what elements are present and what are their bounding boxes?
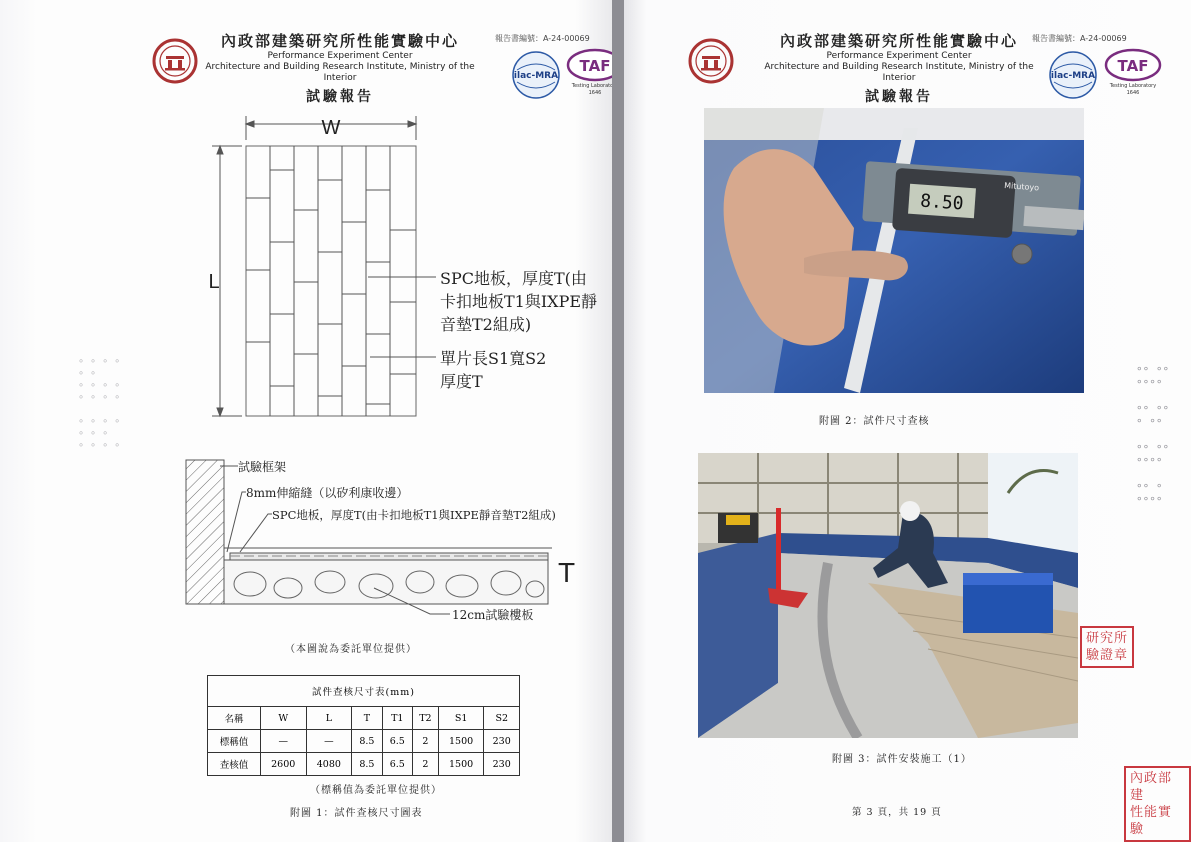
test-slab <box>224 560 548 604</box>
header-cell: S1 <box>438 707 484 730</box>
table-cell: 1500 <box>438 753 484 776</box>
hard-hat <box>900 501 920 521</box>
taf-sub1: Testing Laboratory <box>1109 83 1157 89</box>
note2-line2: 厚度T <box>440 372 483 391</box>
right-page <box>624 0 1191 842</box>
taf-sub2: 1646 <box>588 90 602 96</box>
table-cell: 8.5 <box>352 730 382 753</box>
header-cell: T1 <box>382 707 412 730</box>
header-cell: S2 <box>484 707 520 730</box>
report-title: 試驗報告 <box>865 89 933 105</box>
table-note: （標稱值為委託單位提供） <box>310 785 442 796</box>
slab-label: 12cm試驗樓板 <box>452 608 534 622</box>
org-name-en1: Performance Experiment Center <box>826 51 972 61</box>
caliper-thumbwheel <box>1012 244 1032 264</box>
table-cell: — <box>260 730 306 753</box>
floor-label: SPC地板，厚度T(由卡扣地板T1與IXPE靜音墊T2組成) <box>272 508 556 522</box>
cross-section-diagram <box>180 452 590 632</box>
header-cell: T2 <box>412 707 438 730</box>
official-stamp-mid: 研究所 驗證章 <box>1080 626 1134 668</box>
table-cell: 1500 <box>438 730 484 753</box>
org-name-cn: 內政部建築研究所性能實驗中心 <box>779 32 1018 50</box>
taf-logo <box>566 48 619 98</box>
org-name-en2: Architecture and Building Research Institute, Ministry of the Interior <box>205 62 475 83</box>
table-cell: 6.5 <box>382 753 412 776</box>
table-cell: 4080 <box>306 753 352 776</box>
report-number: 報告書編號：A-24-00069 <box>1032 34 1127 43</box>
header-cell: 名稱 <box>208 707 261 730</box>
caliper-readout: 8.50 <box>919 190 965 215</box>
org-name-en1: Performance Experiment Center <box>267 51 413 61</box>
photo-caliper-measurement <box>704 108 1084 393</box>
table-cell: 標稱值 <box>208 730 261 753</box>
frame-label: 試驗框架 <box>238 460 287 474</box>
photo-installation <box>698 453 1078 738</box>
figure1-caption: 附圖 1：試件查核尺寸圖表 <box>290 808 423 819</box>
table-row <box>208 753 520 776</box>
table-cell: 230 <box>484 730 520 753</box>
ilac-mra-logo <box>1048 50 1098 100</box>
org-name-block <box>205 30 475 106</box>
table-cell: — <box>306 730 352 753</box>
abri-seal-logo <box>688 38 734 84</box>
page-header <box>624 28 1191 105</box>
report-title: 試驗報告 <box>306 89 374 105</box>
table-cell: 2600 <box>260 753 306 776</box>
table-cell: 2 <box>412 730 438 753</box>
header-cell: W <box>260 707 306 730</box>
taf-sub2: 1646 <box>1126 90 1140 96</box>
caliper-brand: Mitutoyo <box>1003 181 1040 193</box>
w-label: W <box>321 117 341 139</box>
t-label: T <box>558 557 576 588</box>
note1-line3: 音墊T2組成) <box>440 315 532 334</box>
org-name-block <box>764 30 1034 106</box>
report-number: 報告書編號：A-24-00069 <box>495 34 590 43</box>
leader-floor <box>240 514 272 552</box>
org-name-cn: 內政部建築研究所性能實驗中心 <box>220 32 459 50</box>
official-stamp-bottom: 內政部建 性能實驗 <box>1124 766 1191 842</box>
table-cell: 6.5 <box>382 730 412 753</box>
figure3-caption: 附圖 3：試件安裝施工（1） <box>832 754 972 765</box>
table-cell: 8.5 <box>352 753 382 776</box>
note1-line2: 卡扣地板T1與IXPE靜 <box>440 292 598 311</box>
diagram-caption: （本圖說為委託單位提供） <box>285 644 417 655</box>
table-cell: 2 <box>412 753 438 776</box>
perforation-marks: ∘ ∘ ∘ ∘ ∘ ∘ ∘ ∘ ∘ ∘ ∘ ∘ ∘ ∘ ∘ ∘ ∘ ∘ ∘ ∘ ∘ ∘ ∘ ∘ ∘ <box>78 356 121 451</box>
test-frame-wall <box>186 460 224 604</box>
abri-seal-logo <box>152 38 198 84</box>
taf-sub1: Testing Laboratory <box>571 83 619 89</box>
table-row <box>208 730 520 753</box>
ilac-mra-logo <box>511 50 561 100</box>
leader-gap <box>227 492 246 552</box>
gap-label: 8mm伸縮縫（以矽利康收邊） <box>246 486 409 500</box>
figure2-caption: 附圖 2：試件尺寸查核 <box>819 416 930 427</box>
table-title: 試件查核尺寸表(mm) <box>208 676 520 707</box>
ilac-text: ilac-MRA <box>1050 71 1096 81</box>
table-cell: 查核值 <box>208 753 261 776</box>
note1-line1: SPC地板，厚度T(由 <box>440 269 587 288</box>
taf-logo <box>1104 48 1162 98</box>
header-cell: L <box>306 707 352 730</box>
dimension-table <box>207 675 520 776</box>
l-label: L <box>208 271 220 293</box>
header-cell: T <box>352 707 382 730</box>
taf-text: TAF <box>579 57 611 75</box>
table-cell: 230 <box>484 753 520 776</box>
ilac-text: ilac-MRA <box>513 71 559 81</box>
table-header-row <box>208 707 520 730</box>
page-header <box>0 28 619 105</box>
taf-text: TAF <box>1117 57 1149 75</box>
note2-line1: 單片長S1寬S2 <box>440 349 547 368</box>
red-stand <box>776 508 781 593</box>
floor-plan-diagram <box>200 110 600 430</box>
perforation-marks: ∘∘ ∘∘ ∘∘∘∘ ∘∘ ∘∘ ∘ ∘∘ ∘∘ ∘∘ ∘∘∘∘ ∘∘ ∘ ∘∘∘∘ <box>1136 362 1170 505</box>
page-footer: 第 3 頁，共 19 頁 <box>852 807 942 818</box>
org-name-en2: Architecture and Building Research Institute, Ministry of the Interior <box>764 62 1034 83</box>
